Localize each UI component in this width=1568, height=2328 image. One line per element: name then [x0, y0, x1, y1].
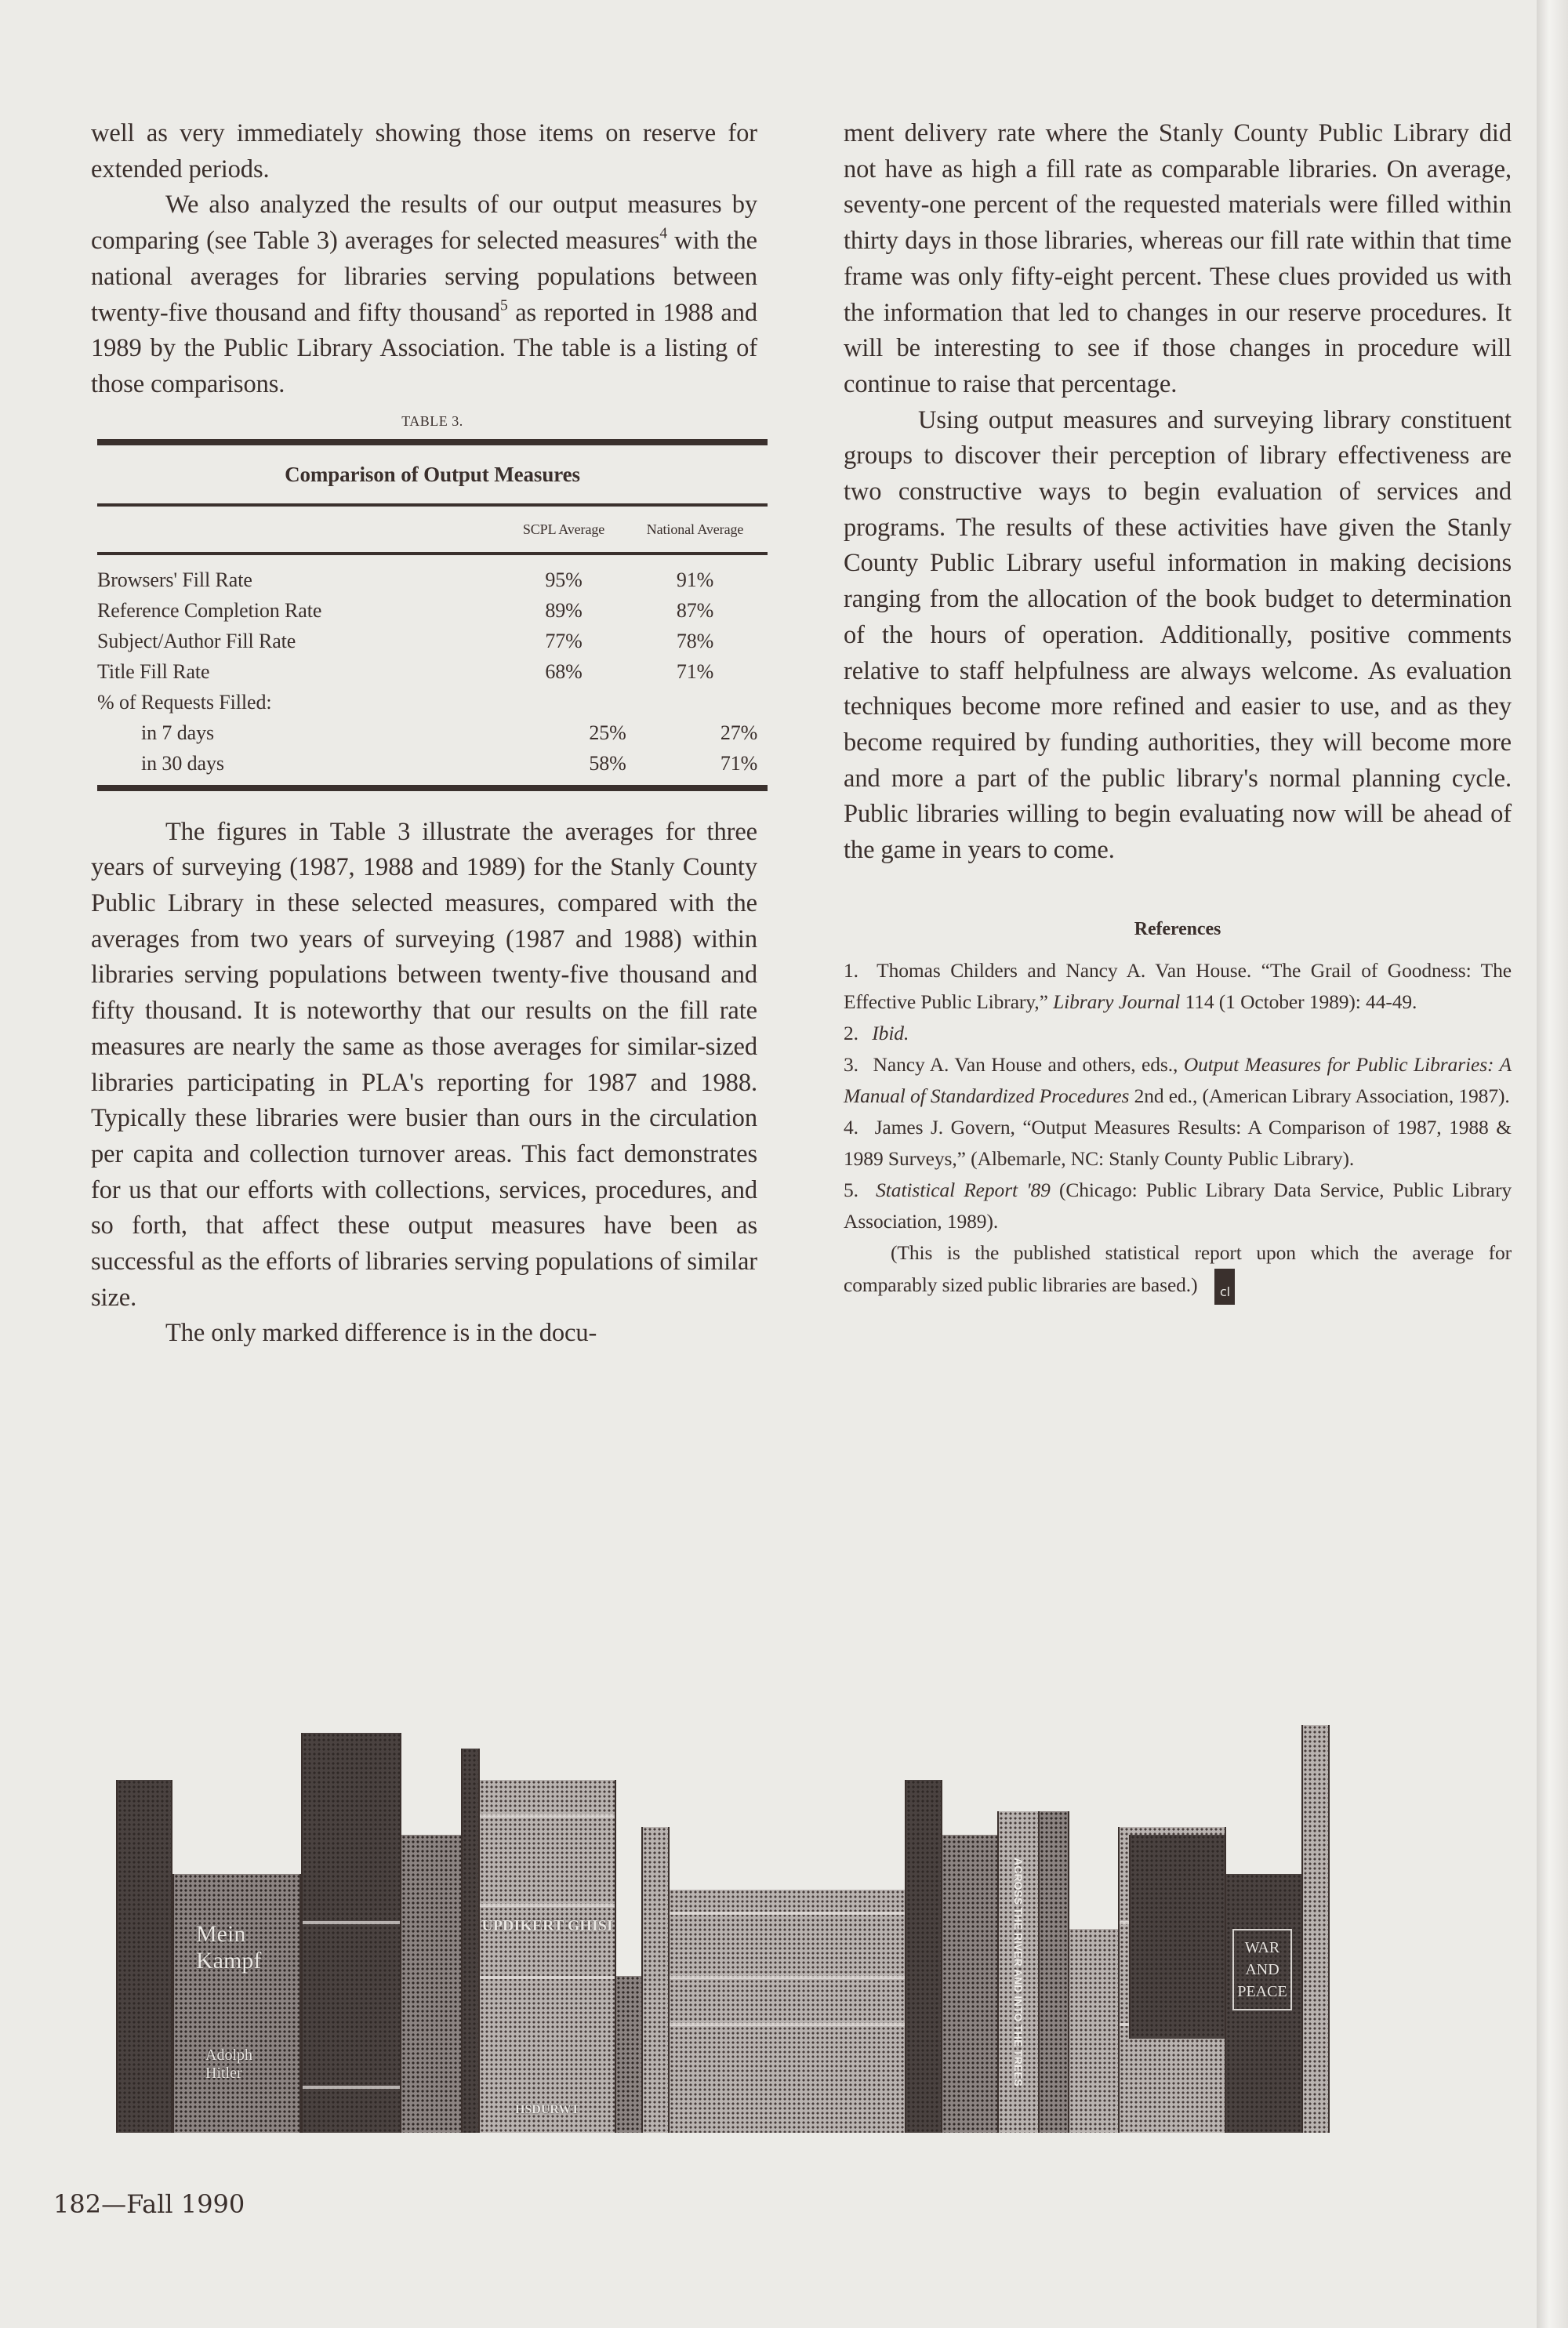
- row-label: in 7 days: [141, 721, 214, 744]
- spine-band: [670, 2023, 905, 2026]
- table-3: [97, 412, 768, 791]
- left-column: [91, 116, 757, 1352]
- reference-title: Ibid.: [872, 1021, 909, 1044]
- reference-text: James J. Govern, “Output Measures Results: A Comparison of 1987, 1988 & 1989 Surveys,” (Albemarle, NC: Stanly County Public Library).: [844, 1115, 1512, 1170]
- national-value: 91%: [676, 568, 714, 591]
- text-span: with the national averages for libraries serving populations between twenty-five thousand and fifty thousand: [91, 227, 757, 327]
- table-rule: [97, 785, 768, 791]
- references-heading: References: [1134, 918, 1221, 939]
- book-title: WAR AND PEACE: [1232, 1929, 1292, 2010]
- national-value: 87%: [676, 598, 714, 622]
- spine-band: [670, 1912, 905, 1915]
- book-author: Adolph Hitler: [205, 2047, 252, 2082]
- nc-libraries-end-mark-icon: nl cl: [1214, 1269, 1235, 1305]
- national-value: 71%: [720, 751, 758, 775]
- book-spine: [461, 1749, 480, 2133]
- reference-item: [844, 955, 1512, 1018]
- book-spine: [1038, 1811, 1069, 2133]
- table-header-scpl: SCPL Average: [522, 521, 605, 537]
- page-binding-edge: [1537, 0, 1568, 2328]
- table-body: [97, 555, 768, 785]
- table-title: Comparison of Output Measures: [285, 462, 580, 486]
- book-spine: [905, 1780, 942, 2133]
- book-spine: [615, 1976, 643, 2133]
- reference-item: [844, 1175, 1512, 1237]
- spine-band: [480, 1976, 615, 1979]
- paragraph: The figures in Table 3 illustrate the averages for three years of surveying (1987, 1988 and 1989) for the Stanly County Public Library in these selected measures, compared with the averages from two years of surveying (1987 and 1988) within libraries serving populations between twenty-five thousand and fifty thousand. It is noteworthy that our results on the fill rate measures are nearly the same as those averages for similar-sized libraries participating in PLA's reporting for 1987 and 1988. Typically these libraries were busier than ours in the circulation per capita and collection turnover areas. This fact demonstrates for us that our efforts with collections, services, procedures, and so forth, that affect these output measures have been as successful as the efforts of libraries serving populations of similar size.: [91, 817, 757, 1312]
- book-title: UPDIKERT GHISI: [481, 1917, 613, 1934]
- book-spine: [641, 1827, 670, 2133]
- book-spine-center: [478, 1780, 616, 2133]
- table-rule: [97, 439, 768, 445]
- national-value: [622, 687, 768, 717]
- note-text: (This is the published statistical report upon which the average for comparably sized public libraries are based.): [844, 1240, 1512, 1296]
- row-label: Title Fill Rate: [97, 659, 210, 683]
- footnote-ref-5[interactable]: 5: [500, 296, 508, 314]
- book-title: ACROSS THE RIVER AND INTO THE TREES: [1012, 1858, 1025, 2086]
- table-header-national: National Average: [646, 521, 744, 537]
- table-header-cell: [97, 521, 505, 538]
- reference-number: 2.: [844, 1021, 858, 1044]
- book-spine: [941, 1835, 999, 2133]
- scpl-value: 68%: [545, 659, 583, 683]
- spine-band: [303, 2086, 400, 2089]
- national-value: 27%: [720, 721, 758, 744]
- book-footer-label: HSDURWT: [514, 2103, 580, 2116]
- reference-title: Output Measures for Public Libraries: A Manual of Standardized Procedures: [844, 1052, 1512, 1107]
- table-caption: TABLE 3.: [401, 412, 463, 429]
- table-header-row: [97, 507, 768, 552]
- table-row: [97, 626, 768, 656]
- scpl-value: 95%: [545, 568, 583, 591]
- book-spine-tall: [1301, 1725, 1330, 2133]
- table-row: [97, 656, 768, 687]
- text-span: as reported in 1988 and 1989 by the Public Library Association. The table is a listing of those comparisons.: [91, 298, 757, 398]
- table-row: [97, 717, 768, 748]
- page-folio: 182—Fall 1990: [53, 2189, 245, 2219]
- reference-title: Statistical Report '89: [876, 1178, 1051, 1201]
- row-label: Subject/Author Fill Rate: [97, 629, 296, 652]
- right-column: [844, 116, 1512, 1305]
- book-set-volumes: [668, 1890, 906, 2133]
- book-mein-kampf: [172, 1874, 301, 2133]
- book-spine: [116, 1780, 172, 2133]
- paragraph: The only marked difference is in the docu-: [165, 1319, 597, 1348]
- reference-note: [844, 1237, 1512, 1305]
- table-row-group-label: [97, 687, 768, 717]
- paragraph: Using output measures and surveying library constituent groups to discover their perception of library effectiveness are two constructive ways to begin evaluation of services and programs. The results of these activities have given the Stanly County Public Library useful information in making decisions ranging from the allocation of the book budget to determination of the hours of operation. Additionally, positive comments relative to staff helpfulness are always welcome. As evaluation techniques become more refined and easier to use, and as they become required by funding authorities, they will become more and more a part of the public library's normal planning cycle. Public libraries willing to begin evaluating now will be ahead of the game in years to come.: [844, 405, 1512, 865]
- reference-item: [844, 1049, 1512, 1112]
- bookshelf-illustration: [110, 1694, 1505, 2133]
- book-title: Mein Kampf: [196, 1921, 262, 1974]
- spine-band: [480, 1814, 615, 1818]
- reference-text: 2nd ed., (American Library Association, 1987).: [1129, 1084, 1510, 1107]
- national-value: 71%: [676, 659, 714, 683]
- table-row: [97, 565, 768, 595]
- paragraph: well as very immediately showing those items on reserve for extended periods.: [91, 119, 757, 183]
- spine-band: [480, 1904, 615, 1907]
- reference-item: [844, 1018, 1512, 1049]
- spine-band: [670, 1976, 905, 1979]
- book-spine: [301, 1733, 401, 2133]
- text-span: We also analyzed the results of our output measures by comparing (see Table 3) averages for selected measures: [91, 191, 757, 256]
- row-label: Browsers' Fill Rate: [97, 568, 252, 591]
- reference-text: Thomas Childers and Nancy A. Van House. “The Grail of Goodness: The Effective Public Library,”: [844, 958, 1512, 1013]
- row-label: in 30 days: [141, 751, 224, 775]
- book-set-dark: [1129, 1835, 1226, 2039]
- book-war-and-peace: [1225, 1874, 1303, 2133]
- scpl-value: 25%: [589, 721, 626, 744]
- national-value: 78%: [676, 629, 714, 652]
- paragraph: ment delivery rate where the Stanly County Public Library did not have as high a fill rate as comparable libraries. On average, seventy-one percent of the requested materials were filled within thirty days in those libraries, whereas our fill rate within that time frame was only fifty-eight percent. These clues provided us with the information that led to changes in our reserve procedures. It will be interesting to see if those changes in procedure will continue to raise that percentage.: [844, 119, 1512, 398]
- reference-text: 114 (1 October 1989): 44-49.: [1180, 990, 1417, 1013]
- reference-text: Nancy A. Van House and others, eds.,: [873, 1052, 1184, 1076]
- references-list: [844, 955, 1512, 1305]
- table-row: [97, 595, 768, 626]
- book-spine-vertical-title: [997, 1811, 1040, 2133]
- book-spine: [400, 1835, 463, 2133]
- reference-title: Library Journal: [1053, 990, 1181, 1013]
- footnote-ref-4[interactable]: 4: [659, 225, 668, 242]
- book-spine: [1068, 1929, 1120, 2133]
- reference-item: [844, 1112, 1512, 1175]
- reference-number: 5.: [844, 1178, 858, 1201]
- row-label: % of Requests Filled:: [97, 690, 272, 714]
- row-label: Reference Completion Rate: [97, 598, 322, 622]
- scpl-value: 77%: [545, 629, 583, 652]
- reference-text: (Chicago: Public Library Data Service, Public Library Association, 1989).: [844, 1178, 1512, 1233]
- table-row: [97, 748, 768, 779]
- scpl-value: [505, 687, 622, 717]
- scpl-value: 89%: [545, 598, 583, 622]
- scpl-value: 58%: [589, 751, 626, 775]
- reference-number: 1.: [844, 958, 858, 982]
- paragraph: [91, 187, 757, 402]
- reference-number: 3.: [844, 1052, 858, 1076]
- spine-band: [303, 1921, 400, 1924]
- reference-number: 4.: [844, 1115, 858, 1139]
